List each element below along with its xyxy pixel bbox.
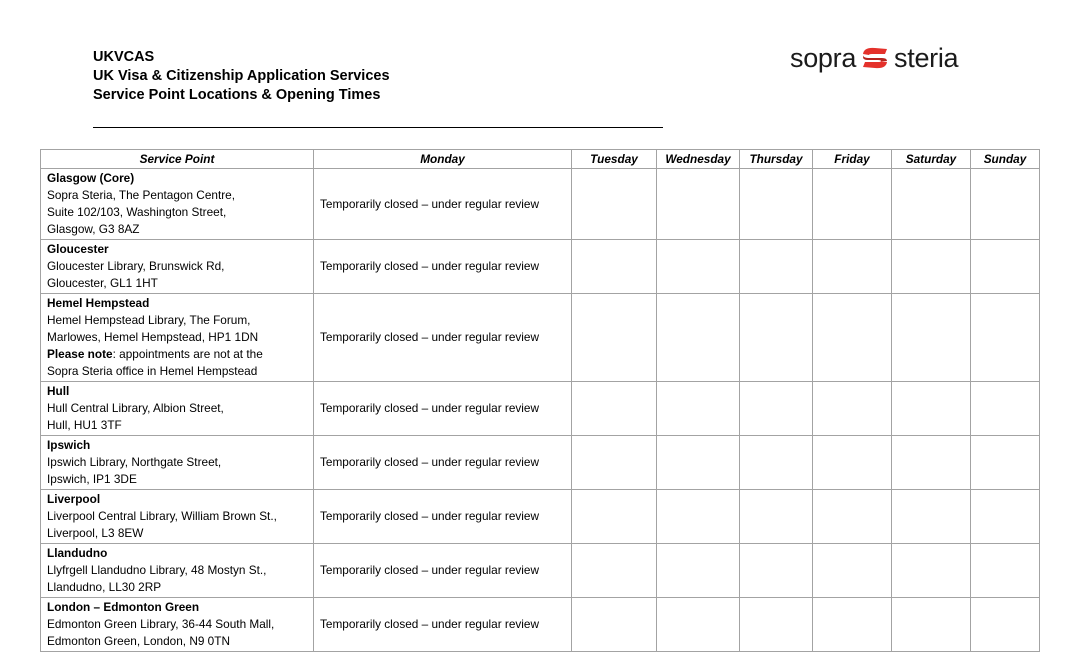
address-line: Hull, HU1 3TF — [47, 418, 122, 432]
monday-status: Temporarily closed – under regular review — [314, 490, 572, 544]
address-line: Gloucester, GL1 1HT — [47, 276, 158, 290]
wednesday-cell — [657, 382, 740, 436]
table-row — [41, 490, 1040, 544]
tuesday-cell — [572, 490, 657, 544]
col-header-thursday: Thursday — [740, 150, 813, 169]
friday-cell — [813, 598, 892, 652]
friday-cell — [813, 294, 892, 382]
thursday-cell — [740, 544, 813, 598]
service-point-name: Hemel Hempstead — [47, 296, 150, 310]
document-header — [93, 48, 390, 105]
service-point-cell — [41, 490, 314, 544]
monday-status: Temporarily closed – under regular review — [314, 169, 572, 240]
monday-status: Temporarily closed – under regular review — [314, 598, 572, 652]
monday-status: Temporarily closed – under regular review — [314, 544, 572, 598]
thursday-cell — [740, 436, 813, 490]
saturday-cell — [892, 436, 971, 490]
friday-cell — [813, 490, 892, 544]
table-row — [41, 240, 1040, 294]
address-line: Marlowes, Hemel Hempstead, HP1 1DN — [47, 330, 259, 344]
sunday-cell — [971, 240, 1040, 294]
col-header-service-point: Service Point — [41, 150, 314, 169]
saturday-cell — [892, 294, 971, 382]
logo-text-steria: steria — [894, 42, 959, 73]
thursday-cell — [740, 490, 813, 544]
note-label: Please note — [47, 347, 113, 361]
saturday-cell — [892, 240, 971, 294]
friday-cell — [813, 169, 892, 240]
sopra-steria-logo — [790, 41, 958, 75]
note-text: : appointments are not at the — [112, 347, 263, 361]
service-point-cell — [41, 169, 314, 240]
wednesday-cell — [657, 240, 740, 294]
sunday-cell — [971, 544, 1040, 598]
service-point-name: Liverpool — [47, 492, 101, 506]
address-line: Llandudno, LL30 2RP — [47, 580, 162, 594]
header-line-service-name: UK Visa & Citizenship Application Services — [93, 68, 390, 84]
address-line: Edmonton Green, London, N9 0TN — [47, 634, 230, 648]
thursday-cell — [740, 294, 813, 382]
service-point-cell — [41, 598, 314, 652]
address-line: Ipswich, IP1 3DE — [47, 472, 137, 486]
col-header-friday: Friday — [813, 150, 892, 169]
friday-cell — [813, 240, 892, 294]
service-point-cell — [41, 240, 314, 294]
col-header-monday: Monday — [314, 150, 572, 169]
wednesday-cell — [657, 544, 740, 598]
note-line — [47, 346, 307, 363]
service-point-cell — [41, 294, 314, 382]
tuesday-cell — [572, 544, 657, 598]
logo-s-icon — [860, 45, 890, 71]
friday-cell — [813, 544, 892, 598]
sunday-cell — [971, 382, 1040, 436]
tuesday-cell — [572, 382, 657, 436]
thursday-cell — [740, 382, 813, 436]
address-line: Gloucester Library, Brunswick Rd, — [47, 259, 225, 273]
address-line: Sopra Steria, The Pentagon Centre, — [47, 188, 235, 202]
monday-status: Temporarily closed – under regular review — [314, 436, 572, 490]
saturday-cell — [892, 598, 971, 652]
wednesday-cell — [657, 436, 740, 490]
service-point-name: Glasgow (Core) — [47, 171, 135, 185]
table-row — [41, 544, 1040, 598]
header-underline — [93, 127, 663, 128]
wednesday-cell — [657, 169, 740, 240]
monday-status: Temporarily closed – under regular review — [314, 382, 572, 436]
friday-cell — [813, 436, 892, 490]
wednesday-cell — [657, 294, 740, 382]
wednesday-cell — [657, 598, 740, 652]
sunday-cell — [971, 436, 1040, 490]
saturday-cell — [892, 169, 971, 240]
address-line: Edmonton Green Library, 36-44 South Mall, — [47, 617, 275, 631]
thursday-cell — [740, 240, 813, 294]
service-point-name: Llandudno — [47, 546, 108, 560]
table-row — [41, 598, 1040, 652]
service-point-name: Gloucester — [47, 242, 109, 256]
col-header-saturday: Saturday — [892, 150, 971, 169]
address-line: Suite 102/103, Washington Street, — [47, 205, 227, 219]
service-point-table — [40, 149, 1040, 652]
service-point-name: London – Edmonton Green — [47, 600, 200, 614]
address-line: Ipswich Library, Northgate Street, — [47, 455, 222, 469]
saturday-cell — [892, 544, 971, 598]
friday-cell — [813, 382, 892, 436]
service-point-cell — [41, 544, 314, 598]
thursday-cell — [740, 169, 813, 240]
sunday-cell — [971, 169, 1040, 240]
tuesday-cell — [572, 294, 657, 382]
logo-text-sopra: sopra — [790, 42, 857, 73]
col-header-tuesday: Tuesday — [572, 150, 657, 169]
thursday-cell — [740, 598, 813, 652]
address-line: Llyfrgell Llandudno Library, 48 Mostyn St., — [47, 563, 267, 577]
table-row — [41, 436, 1040, 490]
table-row — [41, 169, 1040, 240]
address-line: Liverpool, L3 8EW — [47, 526, 144, 540]
table-header-row — [41, 150, 1040, 169]
address-line: Glasgow, G3 8AZ — [47, 222, 140, 236]
table-row — [41, 382, 1040, 436]
sunday-cell — [971, 598, 1040, 652]
saturday-cell — [892, 490, 971, 544]
sunday-cell — [971, 294, 1040, 382]
address-line: Liverpool Central Library, William Brown St., — [47, 509, 277, 523]
header-line-ukvcas: UKVCAS — [93, 49, 155, 65]
note-line: Sopra Steria office in Hemel Hempstead — [47, 364, 258, 378]
service-point-cell — [41, 436, 314, 490]
wednesday-cell — [657, 490, 740, 544]
address-line: Hemel Hempstead Library, The Forum, — [47, 313, 251, 327]
tuesday-cell — [572, 598, 657, 652]
sunday-cell — [971, 490, 1040, 544]
col-header-sunday: Sunday — [971, 150, 1040, 169]
saturday-cell — [892, 382, 971, 436]
service-point-name: Hull — [47, 384, 70, 398]
service-point-cell — [41, 382, 314, 436]
col-header-wednesday: Wednesday — [657, 150, 740, 169]
address-line: Hull Central Library, Albion Street, — [47, 401, 224, 415]
monday-status: Temporarily closed – under regular review — [314, 240, 572, 294]
tuesday-cell — [572, 436, 657, 490]
service-point-name: Ipswich — [47, 438, 91, 452]
tuesday-cell — [572, 169, 657, 240]
table-row — [41, 294, 1040, 382]
tuesday-cell — [572, 240, 657, 294]
header-line-title: Service Point Locations & Opening Times — [93, 87, 381, 103]
monday-status: Temporarily closed – under regular review — [314, 294, 572, 382]
